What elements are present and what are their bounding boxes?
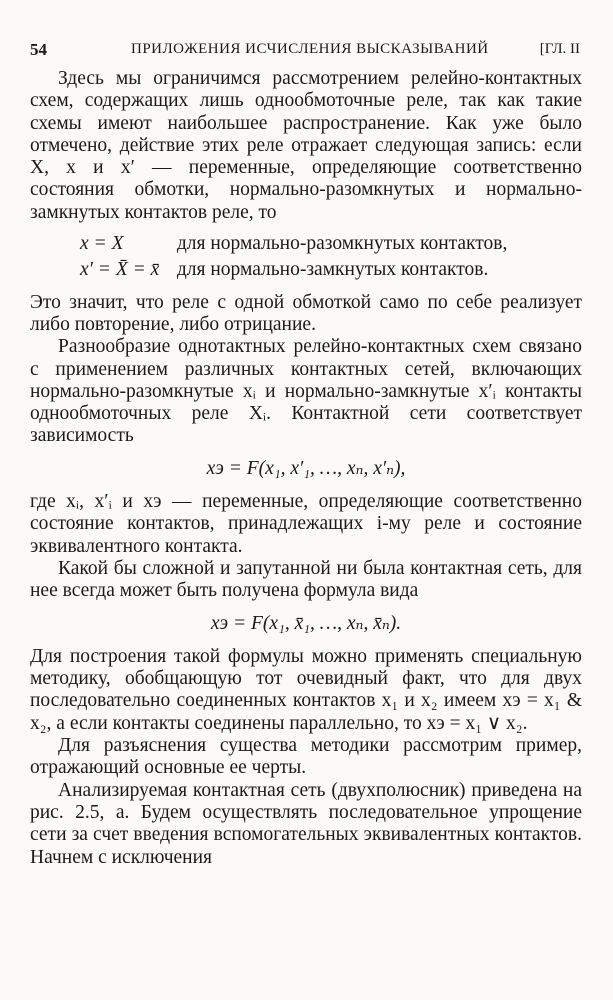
formula-row-open bbox=[30, 233, 582, 255]
page-header bbox=[30, 40, 580, 64]
paragraph-variables: где xᵢ, x′ᵢ и xэ — переменные, определяющие соответственно состояние контактов, принадлежащих i-му реле и состояние эквивалентного контакта. bbox=[30, 491, 582, 557]
paragraph-complex-network: Какой бы сложной и запутанной ни была контактная сеть, для нее всегда может быть получена формула вида bbox=[30, 557, 582, 602]
chapter-label: [ГЛ. II bbox=[539, 41, 580, 57]
formula-row-closed bbox=[30, 259, 582, 281]
formula-open-math: x = X bbox=[80, 233, 124, 255]
paragraph-example: Для разъяснения существа методики рассмотрим пример, отражающий основные ее черты. bbox=[30, 735, 582, 779]
relay-formulas bbox=[30, 233, 582, 282]
paragraph-relay-meaning: Это значит, что реле с одной обмоткой само по себе реализует либо повторение, либо отрицание. bbox=[30, 291, 582, 335]
paragraph-method: Для построения такой формулы можно применять специальную методику, обобщающую тот очевидный факт, что для двух последовательно соединенных контактов x₁ и x₂ имеем xэ = x₁ & x₂, а если контакты соединены параллельно, то xэ = x₁ ∨ x₂. bbox=[30, 645, 582, 734]
paragraph-intro: Здесь мы ограничимся рассмотрением релейно-контактных схем, содержащих лишь однообмоточные реле, так как такие схемы имеют наибольшее распространение. Как уже было отмечено, действие этих реле отражает следующая запись: если X, x и x′ — переменные, определяющие соответственно состояния обмотки, нормально-разомкнутых и нормально-замкнутых контактов реле, то bbox=[30, 68, 582, 223]
paragraph-analysis: Анализируемая контактная сеть (двухполюсник) приведена на рис. 2.5, а. Будем осуществлять последовательное упрощение сети за счет введения вспомогательных эквивалентных контактов. Начнем с исключения bbox=[30, 779, 582, 868]
formula-closed-text: для нормально-замкнутых контактов. bbox=[176, 259, 489, 281]
formula-dependency: xэ = F(x₁, x′₁, …, xₙ, x′ₙ), bbox=[206, 457, 406, 479]
page-number: 54 bbox=[30, 40, 47, 59]
formula-closed-math: x′ = X̄ = x̄ bbox=[80, 259, 160, 281]
formula-general: xэ = F(x₁, x̄₁, …, xₙ, x̄ₙ). bbox=[210, 612, 402, 634]
formula-open-text: для нормально-разомкнутых контактов, bbox=[176, 233, 508, 255]
running-title: ПРИЛОЖЕНИЯ ИСЧИСЛЕНИЯ ВЫСКАЗЫВАНИЙ bbox=[131, 41, 489, 57]
page-body bbox=[30, 68, 582, 869]
paragraph-variety: Разнообразие однотактных релейно-контактных схем связано с применением различных контактных сетей, включающих нормально-разомкнутые xᵢ и нормально-замкнутые x′ᵢ контакты однообмоточных реле Xᵢ. Контактной сети соответствует зависимость bbox=[30, 336, 582, 447]
